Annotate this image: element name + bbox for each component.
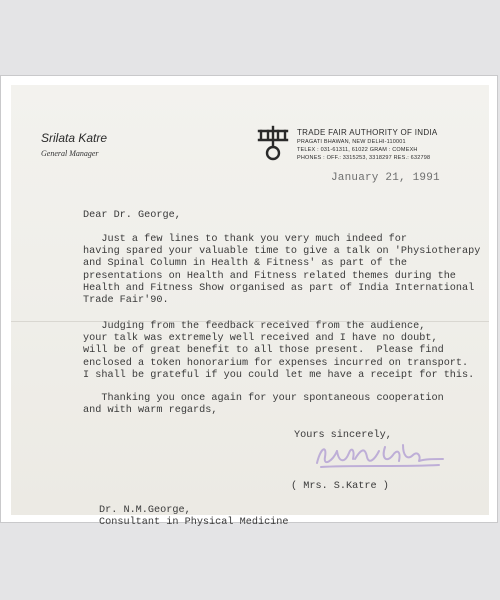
paragraph-line: will be of great benefit to all those present. Please find <box>83 345 444 357</box>
paragraph-line: and Spinal Column in Health & Fitness' as part of the <box>83 258 408 270</box>
org-name: TRADE FAIR AUTHORITY OF INDIA <box>297 128 438 137</box>
sender-name: Srilata Katre <box>41 131 108 145</box>
paragraph-line: and with warm regards, <box>83 405 218 417</box>
recipient-name: Dr. N.M.George, <box>99 505 191 516</box>
paragraph-line: enclosed a token honorarium for expenses incurred on transport. <box>83 357 469 369</box>
org-telex: TELEX : 031-61311, 61022 GRAM : COMEXH <box>297 147 418 153</box>
paragraph-line: Thanking you once again for your spontaneous cooperation <box>83 393 444 404</box>
paragraph-1 <box>83 234 481 307</box>
salutation: Dear Dr. George, <box>83 210 181 221</box>
paragraph-line: having spared your valuable time to give a talk on 'Physiotherapy <box>83 246 481 258</box>
closing: Yours sincerely, <box>294 430 392 441</box>
sender-title: General Manager <box>41 149 99 158</box>
paragraph-line: I shall be grateful if you could let me have a receipt for this. <box>83 369 475 381</box>
letter-date: January 21, 1991 <box>331 172 440 184</box>
signature-icon <box>311 437 451 473</box>
paragraph-line: presentations on Health and Fitness related themes during the <box>83 270 456 282</box>
paragraph-2 <box>83 321 475 382</box>
paragraph-line: Judging from the feedback received from the audience, <box>83 321 426 332</box>
paragraph-line: Trade Fair'90. <box>83 295 169 307</box>
letterhead <box>297 128 438 162</box>
trade-fair-logo-icon <box>256 127 290 163</box>
paragraph-line: Just a few lines to thank you very much indeed for <box>83 234 408 245</box>
recipient-title: Consultant in Physical Medicine <box>99 517 289 528</box>
paragraph-3 <box>83 393 463 417</box>
letter-paper <box>11 85 489 528</box>
org-address: PRAGATI BHAWAN, NEW DELHI-110001 <box>297 139 406 145</box>
paragraph-line: Health and Fitness Show organised as part of India International <box>83 282 475 294</box>
signatory-name: ( Mrs. S.Katre ) <box>291 481 389 492</box>
org-phones: PHONES : OFF.: 3315253, 3318297 RES.: 632798 <box>297 155 431 161</box>
letter-frame <box>0 75 498 528</box>
paragraph-line: your talk was extremely well received and I have no doubt, <box>83 333 438 345</box>
